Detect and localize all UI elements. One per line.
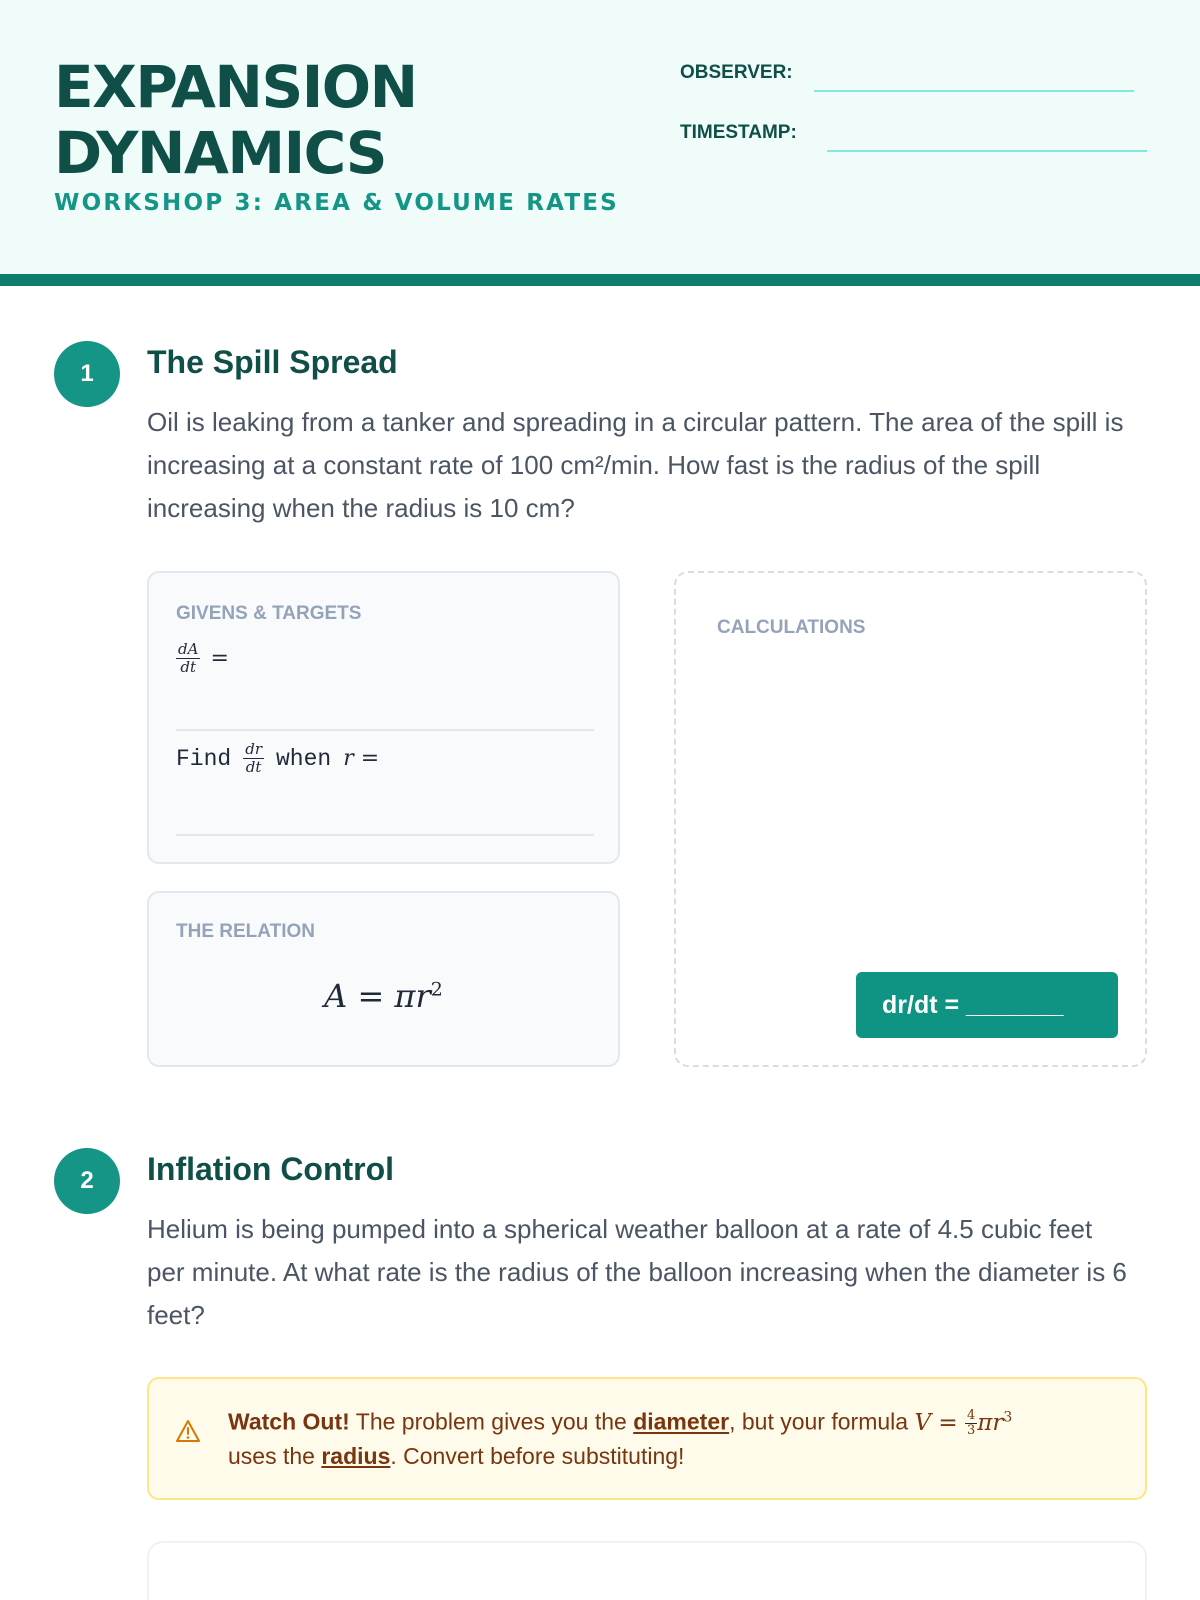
problem-1-number-badge: 1 xyxy=(54,341,120,407)
dr-dt-fraction xyxy=(243,741,264,776)
r-equals: r = xyxy=(343,746,380,771)
find-answer-line[interactable] xyxy=(176,834,594,836)
fraction-denominator: dt xyxy=(245,758,262,776)
find-statement xyxy=(176,741,379,776)
diameter-emphasis: diameter xyxy=(633,1408,730,1435)
warning-part-1: The problem gives you the xyxy=(349,1408,634,1435)
page-title xyxy=(54,54,614,186)
when-word: when xyxy=(276,745,332,772)
problem-1-title: The Spill Spread xyxy=(147,344,398,380)
warning-part-4: . Convert before substituting! xyxy=(390,1442,685,1469)
problem-2-title: Inflation Control xyxy=(147,1151,395,1187)
problem-2-text: Helium is being pumped into a spherical weather balloon at a rate of 4.5 cubic feet per minute. At what rate is the radius of the balloon increasing when the diameter is 6 feet? xyxy=(147,1214,1127,1330)
fraction-numerator: dr xyxy=(245,740,262,758)
given-rate xyxy=(176,641,229,676)
header-divider xyxy=(0,274,1200,286)
find-word: Find xyxy=(176,745,232,772)
relation-card xyxy=(147,891,620,1067)
problem-2-workspace-card xyxy=(147,1541,1147,1600)
given-answer-line[interactable] xyxy=(176,729,594,731)
warning-part-2: , but your formula xyxy=(729,1408,915,1435)
givens-label: GIVENS & TARGETS xyxy=(176,603,362,624)
fraction-numerator: dA xyxy=(178,640,199,658)
relation-label: THE RELATION xyxy=(176,921,315,942)
radius-emphasis: radius xyxy=(321,1442,391,1469)
warning-lead: Watch Out! xyxy=(228,1408,350,1435)
givens-card xyxy=(147,571,620,864)
warning-text xyxy=(228,1401,1098,1473)
title-line-1: EXPANSION xyxy=(54,53,417,121)
answer-box[interactable]: dr/dt = _______ xyxy=(856,972,1118,1038)
timestamp-label: TIMESTAMP: xyxy=(680,122,797,143)
observer-label: OBSERVER: xyxy=(680,62,793,83)
timestamp-field[interactable] xyxy=(827,150,1147,152)
warning-part-3: uses the xyxy=(228,1442,322,1469)
problem-1-text: Oil is leaking from a tanker and spreading in a circular pattern. The area of the spill is increasing at a constant rate of 100 cm²/min. How fast is the radius of the spill increasing when the radius is 10 cm? xyxy=(147,407,1124,523)
warning-callout xyxy=(147,1377,1147,1500)
problem-2-number-badge: 2 xyxy=(54,1148,120,1214)
worksheet-header xyxy=(0,0,1200,274)
title-line-2: DYNAMICS xyxy=(54,119,387,187)
calculations-area[interactable] xyxy=(674,571,1147,1067)
area-formula: $A = \pi r^2$ xyxy=(324,977,443,1015)
page-subtitle: WORKSHOP 3: AREA & VOLUME RATES xyxy=(54,190,619,216)
warning-triangle-icon xyxy=(175,1419,201,1448)
calculations-label: CALCULATIONS xyxy=(717,617,866,638)
dA-dt-fraction xyxy=(176,641,200,676)
observer-field[interactable] xyxy=(814,90,1134,92)
equals-sign: = xyxy=(210,646,229,671)
fraction-denominator: dt xyxy=(180,658,197,676)
sphere-volume-formula: V = $\frac{4}{3}$ $\pi r^3$ xyxy=(914,1408,1013,1439)
